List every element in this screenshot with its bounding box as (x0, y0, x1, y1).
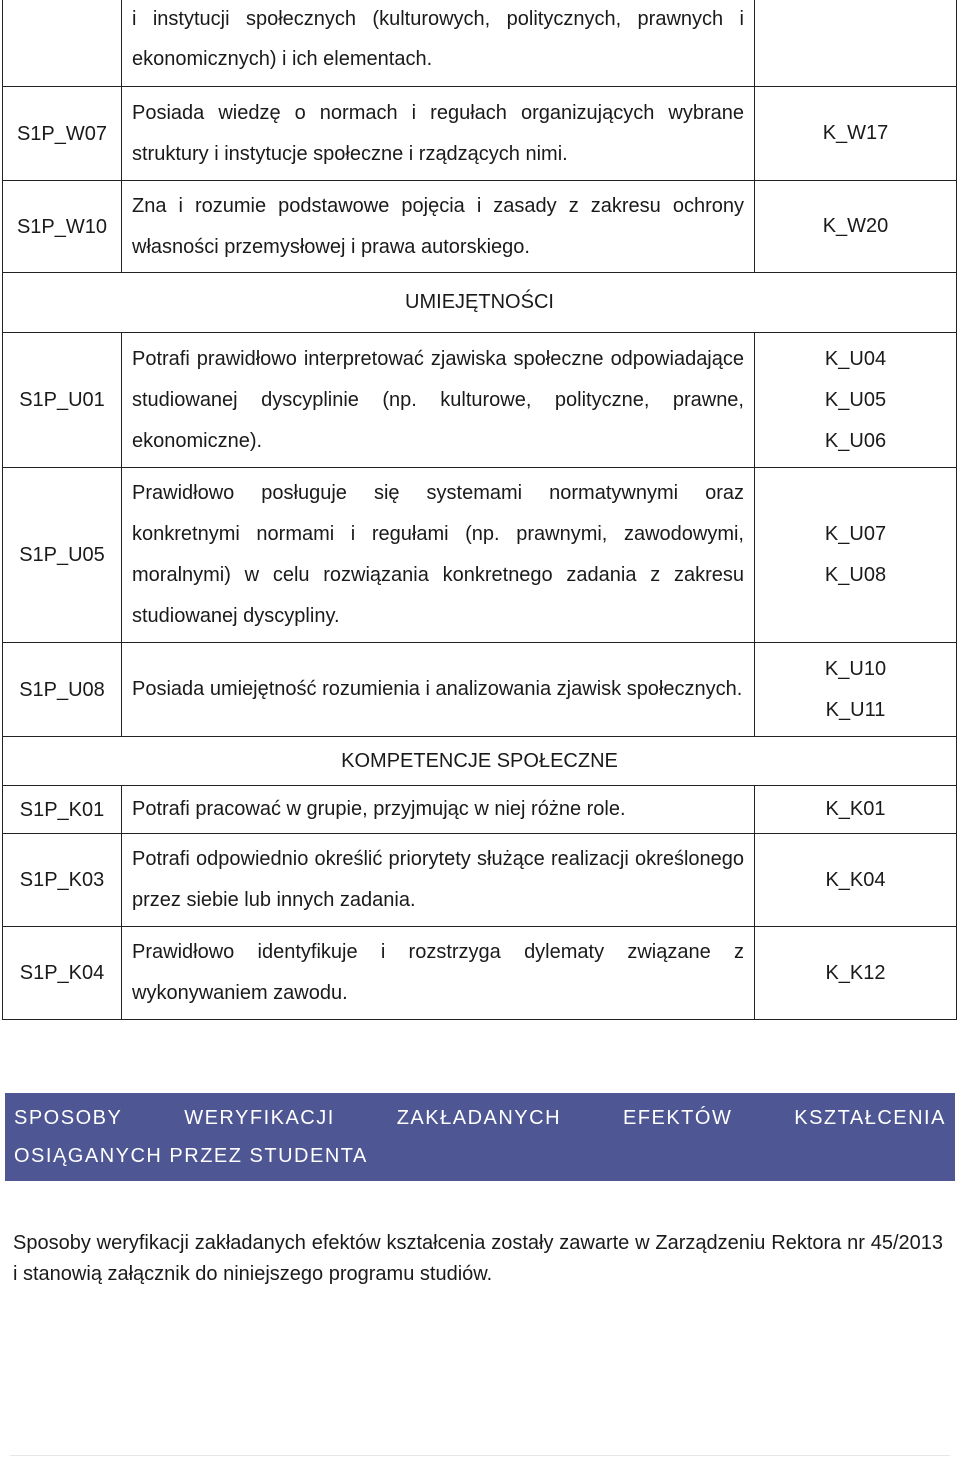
outcome-description: Posiada wiedzę o normach i regułach organizujących wybrane struktury i instytucje społeczne i rządzących nimi. (122, 87, 755, 181)
description-cell: i instytucji społecznych (kulturowych, politycznych, prawnych i ekonomicznych) i ich elementach. (122, 0, 755, 87)
outcome-description: Posiada umiejętność rozumienia i analizowania zjawisk społecznych. (122, 643, 755, 737)
banner-word: WERYFIKACJI (184, 1107, 335, 1129)
outcome-refs (755, 927, 957, 1020)
outcome-code: S1P_U05 (3, 468, 122, 643)
outcome-code: S1P_K04 (3, 927, 122, 1020)
ref-code: K_U05 (824, 388, 887, 411)
ref-code: K_K01 (825, 798, 886, 820)
outcome-refs (755, 181, 957, 273)
section-banner (5, 1093, 955, 1181)
ref-code: K_U10 (824, 657, 887, 680)
table-row (3, 333, 957, 468)
ref-code: K_U06 (824, 429, 887, 452)
outcome-code: S1P_U01 (3, 333, 122, 468)
section-row (3, 737, 957, 786)
ref-code: K_U07 (824, 523, 887, 545)
refs-cell (755, 0, 957, 87)
outcome-code: S1P_U08 (3, 643, 122, 737)
section-heading-social-competences: KOMPETENCJE SPOŁECZNE (3, 737, 957, 786)
ref-code: K_K12 (825, 961, 886, 984)
code-cell (3, 0, 122, 87)
table-row (3, 927, 957, 1020)
outcome-refs (755, 834, 957, 927)
outcome-refs (755, 87, 957, 181)
verification-note: Sposoby weryfikacji zakładanych efektów kształcenia zostały zawarte w Zarządzeniu Rektora nr 45/2013 i stanowią załącznik do niniejszego programu studiów. (13, 1232, 943, 1285)
banner-word: ZAKŁADANYCH (396, 1107, 562, 1129)
ref-code: K_K04 (825, 868, 886, 891)
banner-line-2: OSIĄGANYCH PRZEZ STUDENTA (14, 1145, 368, 1167)
learning-outcomes-table (2, 0, 957, 1020)
table-row (3, 643, 957, 737)
table-row (3, 0, 957, 87)
outcome-description: Potrafi odpowiednio określić priorytety służące realizacji określonego przez siebie lub innych zadania. (122, 834, 755, 927)
outcome-refs (755, 643, 957, 737)
outcome-code: S1P_W10 (3, 181, 122, 273)
outcome-refs (755, 333, 957, 468)
outcome-description: Potrafi pracować w grupie, przyjmując w niej różne role. (122, 786, 755, 834)
outcome-refs (755, 468, 957, 643)
ref-code: K_U08 (824, 564, 887, 586)
banner-word: EFEKTÓW (622, 1107, 733, 1129)
banner-word: KSZTAŁCENIA (794, 1107, 946, 1129)
table-row (3, 468, 957, 643)
table-row (3, 181, 957, 273)
section-heading-skills: UMIEJĘTNOŚCI (3, 273, 957, 333)
outcome-description: Zna i rozumie podstawowe pojęcia i zasady z zakresu ochrony własności przemysłowej i prawa autorskiego. (122, 181, 755, 273)
ref-code: K_W17 (822, 122, 889, 144)
outcome-code: S1P_K01 (3, 786, 122, 834)
banner-line-1 (14, 1099, 946, 1137)
table-row (3, 834, 957, 927)
section-row (3, 273, 957, 333)
outcome-code: S1P_W07 (3, 87, 122, 181)
outcome-description: Prawidłowo posługuje się systemami normatywnymi oraz konkretnymi normami i regułami (np. prawnymi, zawodowymi, moralnymi) w celu rozwiązania konkretnego zadania z zakresu studiowanej dyscypliny. (122, 468, 755, 643)
outcome-refs (755, 786, 957, 834)
outcome-description: Prawidłowo identyfikuje i rozstrzyga dylematy związane z wykonywaniem zawodu. (122, 927, 755, 1020)
ref-code: K_W20 (822, 215, 889, 237)
ref-code: K_U11 (825, 698, 886, 721)
ref-code: K_U04 (824, 347, 887, 370)
outcome-description: Potrafi prawidłowo interpretować zjawiska społeczne odpowiadające studiowanej dyscyplinie (np. kulturowe, polityczne, prawne, ekonomiczne). (122, 333, 755, 468)
table-row (3, 786, 957, 834)
outcome-code: S1P_K03 (3, 834, 122, 927)
page-bottom-rule (10, 1455, 950, 1456)
banner-word: SPOSOBY (14, 1107, 123, 1129)
table-row (3, 87, 957, 181)
